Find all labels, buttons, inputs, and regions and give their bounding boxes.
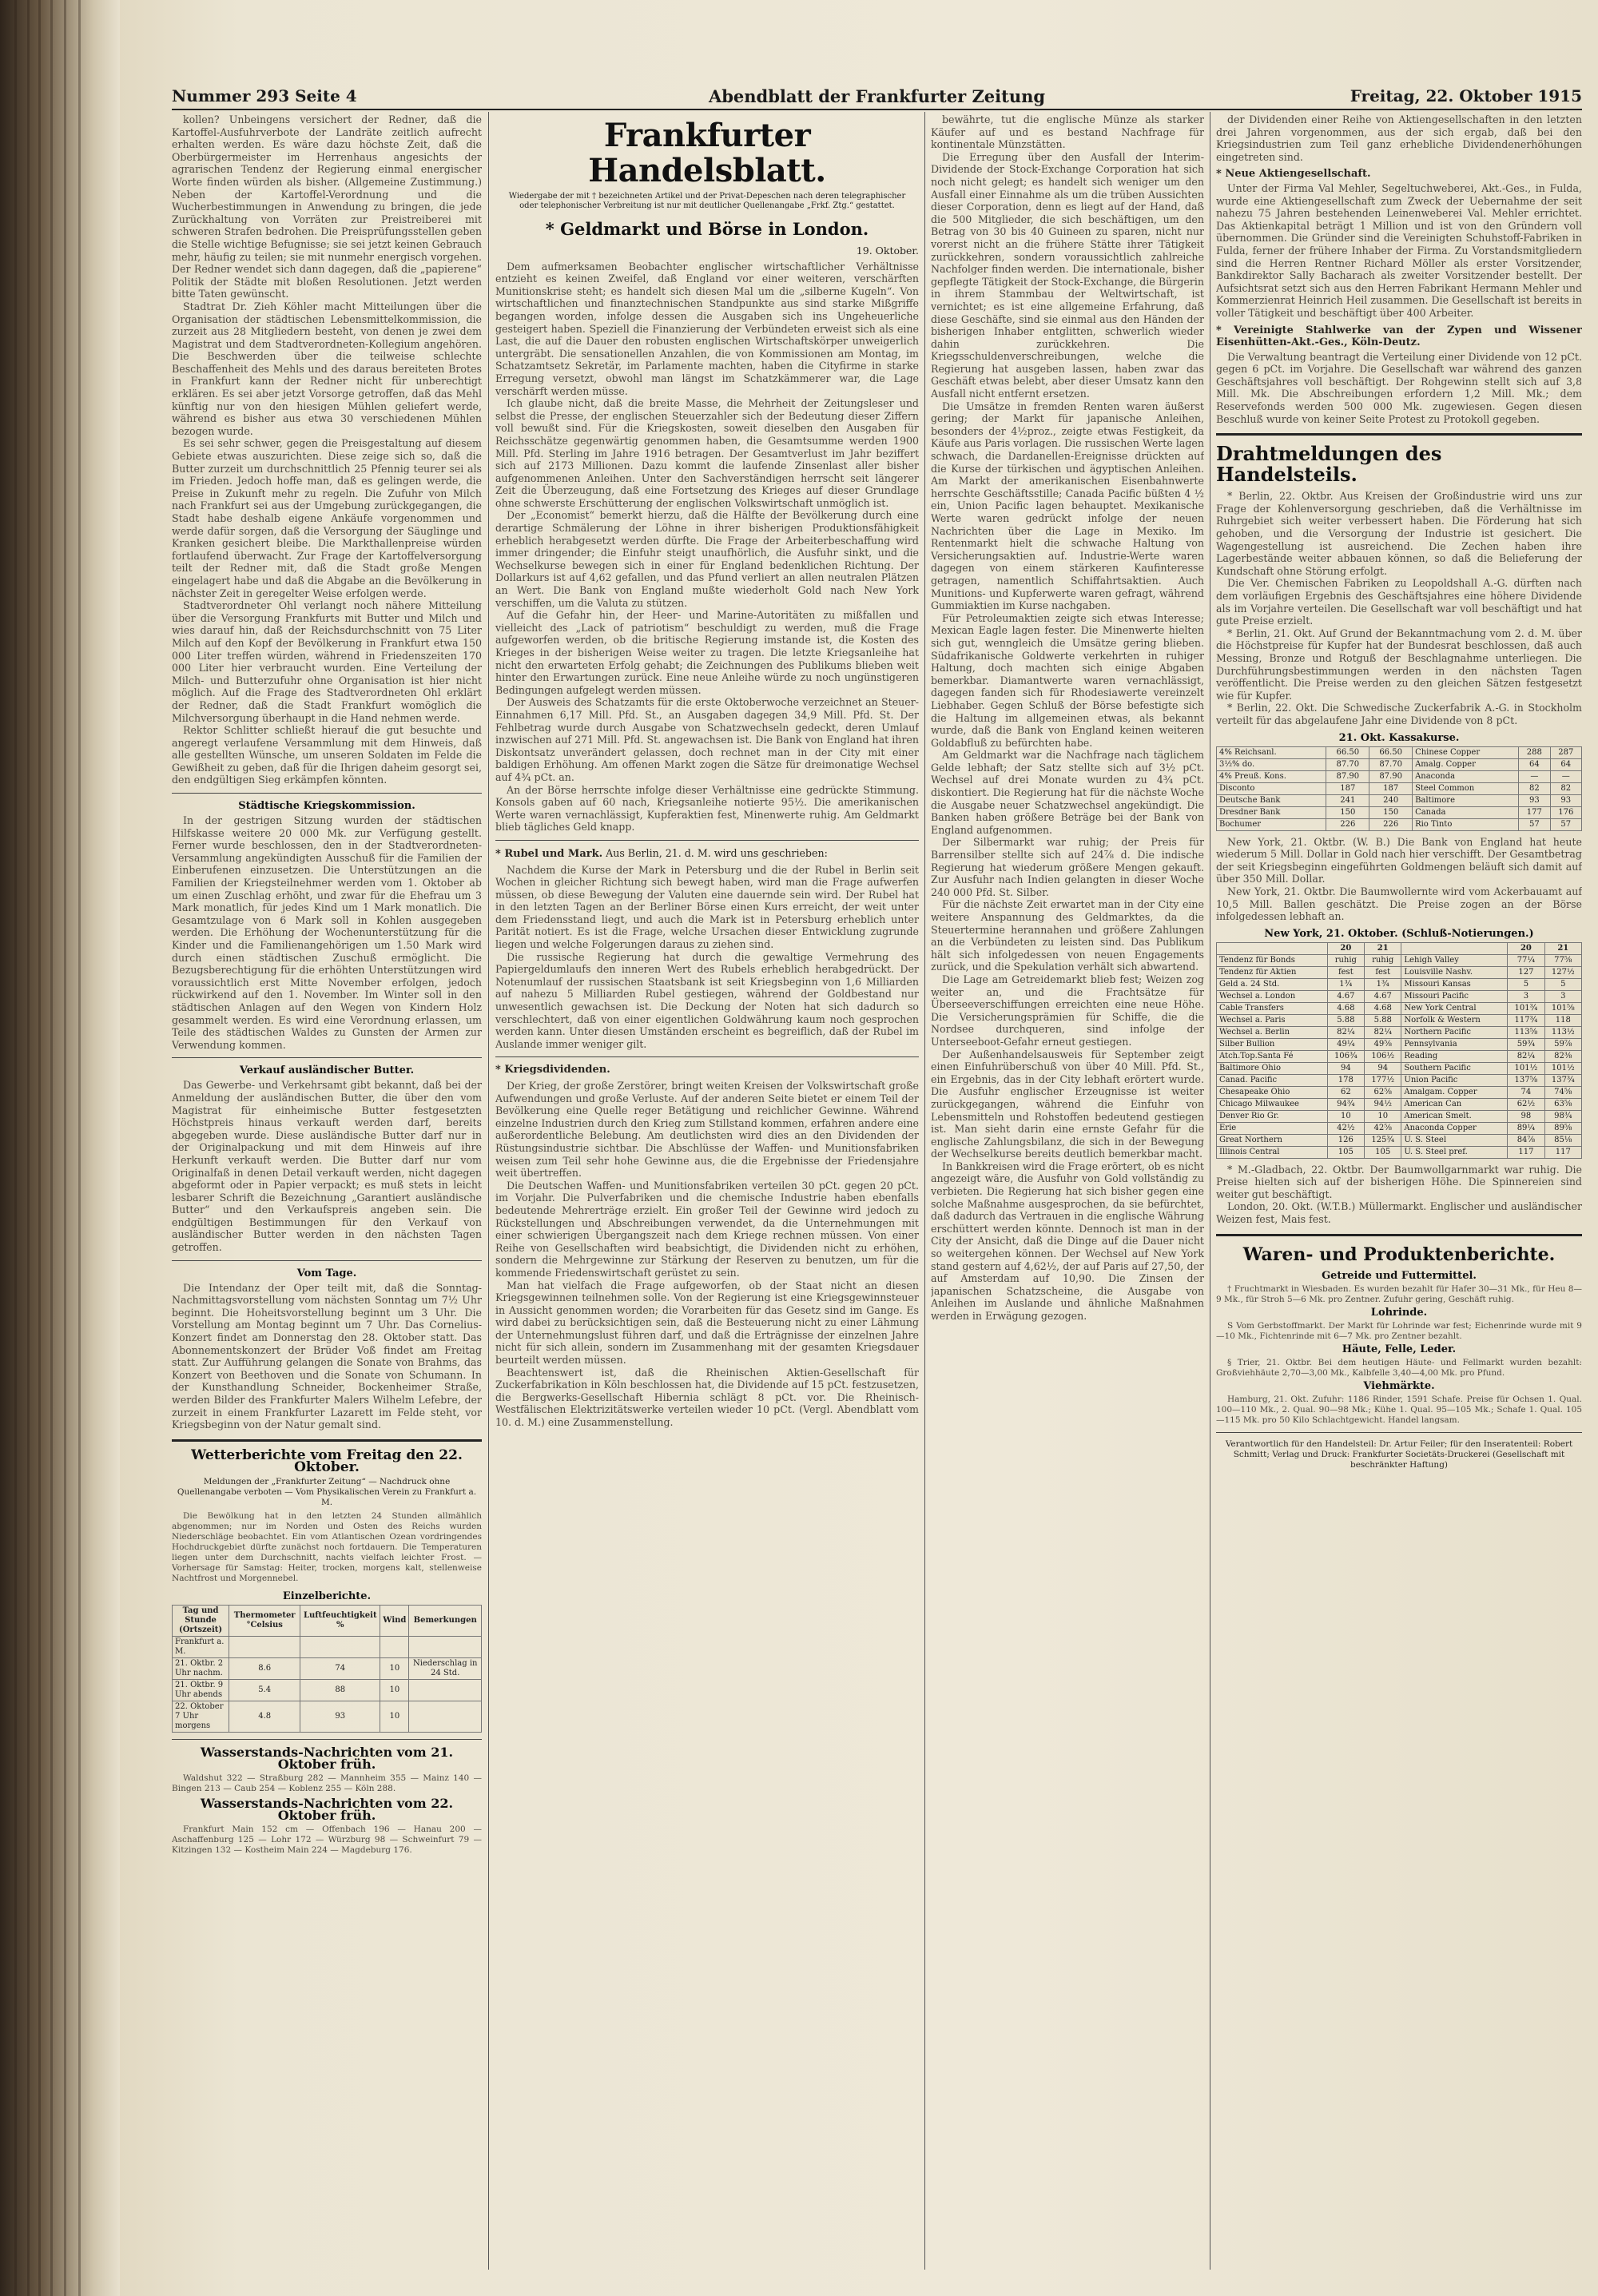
separator (172, 793, 482, 794)
table-row: Chesapeake Ohio 62 62⅝ Amalgam. Copper 74 74⅝ (1217, 1086, 1582, 1098)
drahtmeldungen-title: Drahtmeldungen des Handelsteils. (1216, 442, 1442, 487)
separator (495, 1056, 919, 1057)
spine-fold (14, 0, 17, 2296)
table-row: 4% Reichsanl. 66.50 66.50 Chinese Copper 288 287 (1217, 746, 1582, 758)
table-row: Wechsel a. Paris 5.88 5.88 Norfolk & Western 117¾ 118 (1217, 1014, 1582, 1026)
table-cell (300, 1636, 380, 1657)
section-heading: Verkauf ausländischer Butter. (239, 1064, 415, 1077)
section-title: * Neue Aktiengesellschaft. (1216, 168, 1371, 181)
column-4-text: § Trier, 21. Oktbr. Bei dem heutigen Häute- und Fellmarkt wurden bezahlt: Großviehhäute 2,70—3,00 Mk., Kalbfelle 3,40—4,00 Mk. pro Pfund. (1216, 1357, 1582, 1378)
table-cell: 10 (380, 1679, 409, 1701)
table-cell (409, 1636, 482, 1657)
table-row: 4% Preuß. Kons. 87.90 87.90 Anaconda — — (1217, 770, 1582, 782)
section-heading: Städtische Kriegskommission. (238, 800, 415, 813)
column-4-text: * M.-Gladbach, 22. Oktbr. Der Baumwollgarnmarkt war ruhig. Die Preise hielten sich auf der bisherigen Höhe. Die Spinnereien sind weiter gut beschäftigt. London, 20. Okt. (W.T.B.) Müllermarkt. Englischer und ausländischer Weizen fest, Mais fest. (1216, 1163, 1582, 1226)
column-3-text: bewährte, tut die englische Münze als starker Käufer auf und es bestand Nachfrage für kontinentale Münzstätten. Die Erregung über den Ausfall der Interim-Dividende der Stock-Exchange Corporation hat sich noch nicht gelegt; es handelt sich weniger um den Ausfall einer Einnahme als um die trüben Aussichten dieser Corporation, denn es liegt auf der Hand, daß die 500 Mitglieder, die sich beschäftigen, um den Betrag von 30 bis 40 Guineen zu sparen, nicht nur vorerst nicht an die frühere Stätte ihrer Tätigkeit zurückkehren, sondern voraussichtlich zahlreiche Nachfolger finden werden. Die internationale, bisher gepflegte Tätigkeit der Stock-Exchange, die Bürgerin in ihrem Stammbau der Weltwirtschaft, ist vernichtet; es ist eine allgemeine Erfahrung, daß diese Geschäfte, sind sie einmal aus den Händen der bisherigen Inhaber entglitten, schwerlich wieder dahin zurückkehren. Die Kriegsschuldenverschreibungen, welche die Regierung hat ausgeben lassen, haben zwar das Geschäft etwas belebt, aber dieser Umsatz kann den Ausfall nicht entfernt ersetzen. Die Umsätze in fremden Renten waren äußerst gering; der Markt für japanische Anleihen, besonders der 4½proz., zeigte etwas Festigkeit, da Käufe aus Paris vorlagen. Die russischen Werte lagen schwach, die Dardanellen-Ereignisse drückten auf die Kurse der türkischen und ägyptischen Anleihen. Am Markt der amerikanischen Eisenbahnwerte herrschte Geschäftsstille; Canada Pacific büßten 4 ½ ein, Union Pacific lagen behauptet. Mexikanische Werte waren gedrückt infolge der neuen Nachrichten über die Lage in Mexiko. Im Rentenmarkt hielt die schwache Haltung von Versicherungsaktien auf. Industrie-Werte waren dagegen von einem stärkeren Kaufinteresse getragen, namentlich Schiffahrtsaktien. Auch Munitions- und Kupferwerte waren gefragt, während Gummiaktien im Kurse nachgaben. Für Petroleumaktien zeigte sich etwas Interesse; Mexican Eagle lagen fester. Die Minenwerte hielten sich gut, wenngleich die Umsätze gering blieben. Südafrikanische Goldwerte verkehrten in ruhiger Haltung, doch machten sich einige Abgaben bemerkbar. Diamantwerte waren vernachlässigt, dagegen fanden sich für Rhodesiawerte vereinzelt Liebhaber. Gegen Schluß der Börse befestigte sich die Haltung im allgemeinen etwas, als bekannt wurde, daß die Bank von England keinen weiteren Goldabfluß zu befürchten habe. Am Geldmarkt war die Nachfrage nach täglichem Gelde lebhaft; der Satz stellte sich auf 3½ pCt. Wechsel auf drei Monate wurden zu 4¾ pCt. diskontiert. Die Regierung hat für die nächste Woche die Ausgabe neuer Schatzwechsel angekündigt. Die Banken haben größere Beträge bei der Bank von England aufgenommen. Der Silbermarkt war ruhig; der Preis für Barrensilber stellte sich auf 24⅞ d. Die indische Regierung hat wiederum größere Mengen gekauft. Zur Ausfuhr nach Indien gelangten in dieser Woche 240 000 Pfd. St. Silber. Für die nächste Zeit erwartet man in der City eine weitere Anspannung des Geldmarktes, da die Steuertermine herannahen und größere Zahlungen an die Verbündeten zu leisten sind. Das Publikum hält sich infolgedessen von neuen Engagements zurück, und die Spekulation verhält sich abwartend. Die Lage am Getreidemarkt blieb fest; Weizen zog weiter an, und die Frachtsätze für Überseeverschiffungen erreichten eine neue Höhe. Die Versicherungsprämien für Schiffe, die die Nordsee durchqueren, sind infolge der Unterseeboot-Gefahr erneut gestiegen. Der Außenhandelsausweis für September zeigt einen Einfuhrüberschuß von über 40 Mill. Pfd. St., ein Ergebnis, das in der City lebhaft erörtert wurde. Die Ausfuhr englischer Erzeugnisse ist weiter zurückgegangen, während die Einfuhr von Lebensmitteln und Rohstoffen bedeutend gestiegen ist. Man sieht darin eine ernste Gefahr für die englische Zahlungsbilanz, die sich in der Bewegung der Wechselkurse bereits deutlich bemerkbar macht. In Bankkreisen wird die Frage erörtert, ob es nicht angezeigt wäre, die Ausfuhr von Gold vollständig zu verbieten. Die Regierung hat sich bisher gegen eine solche Maßnahme ausgesprochen, da sie befürchtet, daß dadurch das Vertrauen in die englische Währung erschüttert werden könnte. Dennoch ist man in der City der Ansicht, daß die Dinge auf die Dauer nicht so weitergehen können. Der Wechsel auf New York stand gestern auf 4,62½, der auf Paris auf 27,50, der auf Amsterdam auf 10,90. Die Zinsen der japanischen Schatzscheine, die Ausgabe von Anleihen im Auslande und ähnliche Maßnahmen werden in Erwägung gezogen. (931, 113, 1204, 1322)
separator (1216, 1234, 1582, 1236)
table-cell: 21. Oktbr. 2 Uhr nachm. (173, 1657, 229, 1679)
column-1-text: Die Intendanz der Oper teilt mit, daß die Sonntag-Nachmittagsvorstellung vom nächsten Sonntag um 7½ Uhr beginnt. Die Hoheitsvorstellung beginnt um 3 Uhr. Die Vorstellung am Montag beginnt um 7 Uhr. Das Cornelius-Konzert findet am Donnerstag den 28. Oktober statt. Das Abonnementskonzert der Brüder Voß findet am Freitag statt. Zur Aufführung gelangen die Sonate von Brahms, das Konzert von Beethoven und die Sonate von Schumann. In der Kunsthandlung Schneider, Bockenheimer Straße, werden Bilder des Frankfurter Malers Wilhelm Lefebre, der zurzeit in einem Frankfurter Lazarett im Felde steht, vor Kriegsbeginn von der Natur gemalt sind. (172, 1281, 482, 1431)
table-row (173, 1701, 482, 1732)
haeute-title: Häute, Felle, Leder. (1342, 1343, 1457, 1355)
kassakurse-table (1216, 746, 1582, 831)
column-1-text: Das Gewerbe- und Verkehrsamt gibt bekannt, daß bei der Anmeldung der ausländischen Butter, die über den vom Magistrat für einheimische Butter festgesetzten Höchstpreis hinaus verkauft werden darf, bereits abgegeben wurde. Diese ausländische Butter darf nur in der Originalpackung und mit dem Hinweis auf ihre Herkunft verkauft werden. Die Butter darf nur vom Originalfaß in denen Detail verkauft werden, nicht dagegen abgeformt oder in Papier verpackt; es muß stets in leicht lesbarer Schrift die Bezeichnung „Garantiert ausländische Butter“ und den Verkaufspreis angeben sein. Die endgültigen Bestimmungen für den Verkauf von ausländischer Butter werden in den nächsten Tagen getroffen. (172, 1079, 482, 1254)
table-row: Disconto 187 187 Steel Common 82 82 (1217, 782, 1582, 794)
table-header-row (173, 1605, 482, 1636)
table-cell: 88 (300, 1679, 380, 1701)
ny-title: New York, 21. Oktober. (Schluß-Notierungen.) (1264, 927, 1534, 940)
table-cell: 5.4 (229, 1679, 300, 1701)
column-4 (1216, 113, 1582, 2271)
water-title-1: Wasserstands-Nachrichten vom 21. Oktober früh. (200, 1744, 454, 1772)
table-row: Great Northern 126 125¾ U. S. Steel 84⅞ 85⅛ (1217, 1134, 1582, 1146)
table-header: Thermometer °Celsius (229, 1605, 300, 1636)
column-2-text: Nachdem die Kurse der Mark in Petersburg und die der Rubel in Berlin seit Wochen in gleicher Richtung sich bewegt haben, wird man die Frage aufwerfen müssen, ob diese Bewegung der Valuten eine dauernde sein wird. Der Rubel hat in den letzten Tagen an der Berliner Börse einen Kurs erreicht, der weit unter dem Friedensstand liegt, und auch die Mark ist in Petersburg erheblich unter Parität notiert. Es ist die Frage, welche Ursachen dieser Entwicklung zugrunde liegen und welche Folgerungen daraus zu ziehen sind. Die russische Regierung hat durch die gewaltige Vermehrung des Papiergeldumlaufs den inneren Wert des Rubels erheblich herabgedrückt. Der Notenumlauf der russischen Staatsbank ist seit Kriegsbeginn von 1,6 Milliarden auf nahezu 5 Milliarden Rubel gestiegen, während der Goldbestand nur unwesentlich gewachsen ist. Die Deckung der Noten hat sich dadurch so verschlechtert, daß von einer eigentlichen Goldwährung kaum noch gesprochen werden kann. Unter diesen Umständen erscheint es begreiflich, daß der Rubel im Auslande immer weniger gilt. (495, 863, 919, 1050)
header-rule (172, 109, 1582, 110)
column-1-text: In der gestrigen Sitzung wurden der städtischen Hilfskasse weitere 20 000 Mk. zur Verfügung gestellt. Ferner wurde beschlossen, den in der Stadtverordneten-Versammlung angekündigten Ausschuß für die Familien der Einberufenen einzusetzen. Die Unterstützungen an die Familien der Kriegsteilnehmer werden vom 1. Oktober ab um einen Zuschlag erhöht, und zwar für die Ehefrau um 3 Mark monatlich, für jedes Kind um 1 Mark monatlich. Die Gesamtzulage von 6 Mark soll in Kohlen ausgegeben werden. Die Erhöhung der Wochenunterstützung für die Kinder und die Familienangehörigen um 1.50 Mark wird durch einen städtischen Zuschuß ermöglicht. Die Bezugsberechtigung für die erhöhten Unterstützungen wird voraussichtlich erst Mitte November erfolgen, jedoch rückwirkend auf den 1. November. Im Winter soll in den städtischen Anlagen auf den Wegen von Kindern Holz gesammelt werden. Es wird eine Verordnung erlassen, um Teile des städtischen Waldes zu Gunsten der Armen zur Verwendung kommen. (172, 814, 482, 1051)
table-row: Dresdner Bank 150 150 Canada 177 176 (1217, 806, 1582, 818)
separator (172, 1057, 482, 1058)
spine-fold (27, 0, 30, 2296)
column-1-text: kollen? Unbeingens versichert der Redner, daß die Kartoffel-Ausfuhrverbote der Landräte zeitlich aufrecht erhalten werden. Es wäre dazu höchste Zeit, daß die Oberbürgermeister im Herrenhaus angesichts der agrarischen Tendenz der Regierung einmal energischer Worte finden würden als bisher. (Allgemeine Zustimmung.) Neben der Kartoffel-Verordnung und die Wucherbestimmungen in Anwendung zu bringen, die jede Zurückhaltung von Vorräten zur Preistreiberei mit schweren Strafen bedrohen. Die Preisprüfungsstellen geben die Stelle wichtige Befugnisse; sie sei jetzt keinen Gebrauch mehr, häufig zu teilen; sie mit nunmehr energisch vorgehen. Der Redner wendet sich dann dagegen, daß die „papierene“ Politik der Städte mit bloßen Resolutionen. Jetzt werden bitte Taten gewünscht. Stadtrat Dr. Zieh Köhler macht Mitteilungen über die Organisation der städtischen Lebensmittelkommission, die zurzeit aus 28 Mitgliedern besteht, von denen je zwei dem Magistrat und dem Stadtverordneten-Kollegium angehören. Die Beschwerden über die teilweise schlechte Beschaffenheit des Mehls und des daraus bereiteten Brotes in Frankfurt kann der Redner nicht für unberechtigt erklären. Es sei aber jetzt Vorsorge getroffen, daß das Mehl künftig nur von den hiesigen Mühlen geliefert werde, während es bisher aus etwa 30 verschiedenen Mühlen bezogen wurde. Es sei sehr schwer, gegen die Preisgestaltung auf diesem Gebiete etwas auszurichten. Diese zeige sich so, daß die Butter zurzeit um durchschnittlich 25 Pfennig teurer sei als im Frieden. Jedoch hoffe man, daß es gelingen werde, die Preise in Zukunft mehr zu regeln. Die Zufuhr von Milch nach Frankfurt sei aus der Umgebung zurückgegangen, die Stadt habe deshalb eigene Ankäufe vorgenommen und werde dafür sorgen, daß die Versorgung der Säuglinge und Kranken gesichert bleibe. Die Markthallenpreise würden fortlaufend überwacht. Zur Frage der Kartoffelversorgung teilt der Redner mit, daß die Stadt große Mengen eingelagert habe und daß die Abgabe an die Bevölkerung in nächster Zeit in geregelter Weise erfolgen werde. Stadtverordneter Ohl verlangt noch nähere Mitteilung über die Versorgung Frankfurts mit Butter und Milch und wies darauf hin, daß der Reichsdurchschnitt von 75 Liter Milch auf den Kopf der Bevölkerung in Frankfurt etwa 150 000 Liter treffen würden, während in Friedenszeiten 170 000 Liter hier verbraucht wurden. Eine Verteilung der Milch- und Butterzufuhr ohne Organisation ist hier nicht möglich. Auf die Frage des Stadtverordneten Ohl erklärt der Redner, daß die Stadt Frankfurt womöglich die Milchversorgung überhaupt in die Hand nehmen werde. Rektor Schlitter schließt hierauf die gut besuchte und angeregt verlaufene Versammlung mit dem Hinweis, daß alle gestellten Wünsche, um unseren Soldaten im Felde die Gewißheit zu geben, daß für die Ihrigen daheim gesorgt sei, den endgültigen Sieg erkämpfen könnten. (172, 113, 482, 786)
waren-title: Waren- und Produktenberichte. (1242, 1244, 1556, 1265)
table-cell: 22. Oktober 7 Uhr morgens (173, 1701, 229, 1732)
table-header-row (1217, 942, 1582, 954)
table-header (1217, 942, 1328, 954)
water-text-1: Waldshut 322 — Straßburg 282 — Mannheim 355 — Mainz 140 — Bingen 213 — Caub 254 — Koblenz 255 — Köln 288. (172, 1773, 482, 1793)
table-cell: Frankfurt a. M. (173, 1636, 229, 1657)
separator (172, 1260, 482, 1261)
section-title: * Vereinigte Stahlwerke van der Zypen und Wissener Eisenhütten-Akt.-Ges., Köln-Deutz. (1216, 324, 1582, 349)
masthead: Frankfurter Handelsblatt. (588, 117, 826, 189)
column-4-text: Unter der Firma Val Mehler, Segeltuchweberei, Akt.-Ges., in Fulda, wurde eine Aktiengesellschaft zum Zweck der Uebernahme der seit nahezu 75 Jahren bestehenden Leinenweberei Val. Mehler errichtet. Das Aktienkapital beträgt 1 Million und ist von den Gründern voll übernommen. Die Gründer sind die Vereinigten Schuhstoff-Fabriken in Fulda, ferner der frühere Inhaber der Firma. Zu Vorstandsmitgliedern sind die Herren Rentner Richard Möller als erster Vorsitzender, Bankdirektor Sally Bacharach als zweiter Vorsitzender bestellt. Der Aufsichtsrat setzt sich aus den Herren Fabrikant Hermann Mehler und Kommerzienrat Heinrich Heil zusammen. Die Gesellschaft ist bereits in voller Tätigkeit und beschäftigt über 400 Arbeiter. (1216, 181, 1582, 319)
spine-fold (78, 0, 81, 2296)
page-header (172, 86, 1582, 109)
table-row: Wechsel a. Berlin 82¼ 82¼ Northern Pacific 113⅝ 113½ (1217, 1026, 1582, 1038)
section-heading: Vom Tage. (296, 1267, 357, 1279)
table-cell (409, 1679, 482, 1701)
masthead-note: Wiedergabe der mit † bezeichneten Artikel und der Privat-Depeschen nach deren telegraphischer oder telephonischer Verbreitung ist nur mit deutlicher Quellenangabe „Frkf. Ztg.“ gestattet. (508, 192, 906, 210)
column-divider (488, 112, 489, 2270)
section-title: * Geldmarkt und Börse in London. (545, 219, 869, 239)
column-2-text: Der Krieg, der große Zerstörer, bringt weiten Kreisen der Volkswirtschaft große Aufwendungen und große Verluste. Auf der anderen Seite bietet er einem Teil der Bevölkerung eine Quelle reger Betätigung und reichlicher Gewinne. Während einzelne Industrien durch den Krieg zum Stillstand kommen, erfahren andere eine außerordentliche Belebung. Am deutlichsten wird dies an den Dividenden der Rüstungsindustrie sichtbar. Die Abschlüsse der Waffen- und Munitionsfabriken weisen zum Teil sehr hohe Gewinne aus, die die Ergebnisse der Friedensjahre weit übertreffen. Die Deutschen Waffen- und Munitionsfabriken verteilen 30 pCt. gegen 20 pCt. im Vorjahr. Die Pulverfabriken und die chemische Industrie haben ebenfalls bedeutende Mehrerträge erzielt. Ein großer Teil der Gewinne wird jedoch zu Rückstellungen und Abschreibungen verwendet, da die Unternehmungen mit einer schwierigen Übergangszeit nach dem Kriege rechnen müssen. Von einer Reihe von Gesellschaften wird beabsichtigt, die Dividenden nicht zu erhöhen, sondern die Mehrgewinne zur Stärkung der Reserven zu benutzen, um für die kommende Friedenswirtschaft gerüstet zu sein. Man hat vielfach die Frage aufgeworfen, ob der Staat nicht an diesen Kriegsgewinnen teilnehmen solle. Von der Regierung ist eine Kriegsgewinnsteuer in Aussicht genommen worden; die Vorarbeiten für das Gesetz sind im Gange. Es wird dabei zu berücksichtigen sein, daß die Besteuerung nicht zu einer Lähmung der Unternehmungslust führen darf, und daß die Erträgnisse der einzelnen Jahre nicht für sich allein, sondern im Zusammenhang mit der gesamten Kriegsdauer beurteilt werden müssen. Beachtenswert ist, daß die Rheinischen Aktien-Gesellschaft für Zuckerfabrikation in Köln beschlossen hat, die Dividende auf 15 pCt. festzusetzen, die Bergwerks-Gesellschaft Hibernia schlägt 8 pCt. vor. Die Rheinisch-Westfälischen Elektrizitätswerke verteilen wieder 10 pCt. (Vergl. Abendblatt vom 10. d. M.) eine Zusammenstellung. (495, 1080, 919, 1429)
table-cell: 93 (300, 1701, 380, 1732)
table-row: Erie 42½ 42⅝ Anaconda Copper 89¼ 89⅝ (1217, 1122, 1582, 1134)
separator (1216, 1432, 1582, 1433)
column-4-text: Die Verwaltung beantragt die Verteilung einer Dividende von 12 pCt. gegen 6 pCt. im Vorjahre. Die Gesellschaft war während des ganzen Geschäftsjahres voll beschäftigt. Der Rohgewinn stellt sich auf 3,8 Mill. Mk. Die Abschreibungen erfordern 1,2 Mill. Mk.; dem Reservefonds werden 500 000 Mk. zugewiesen. Gegen diesen Beschluß wurde von keiner Seite Protest zu Protokoll gegeben. (1216, 350, 1582, 425)
section-title: * Rubel und Mark. (495, 847, 603, 860)
spine-fold (50, 0, 53, 2296)
single-reports-title: Einzelberichte. (282, 1590, 372, 1602)
table-row: Atch.Top.Santa Fé 106¾ 106½ Reading 82¼ 82⅜ (1217, 1050, 1582, 1062)
table-row: Tendenz für Aktien fest fest Louisville Nashv. 127 127½ (1217, 966, 1582, 978)
table-cell (229, 1636, 300, 1657)
section-lead: Aus Berlin, 21. d. M. wird uns geschrieben: (606, 846, 828, 859)
table-header: Luftfeuchtigkeit % (300, 1605, 380, 1636)
column-3 (931, 113, 1204, 2271)
table-header: Wind (380, 1605, 409, 1636)
page-number: Nummer 293 Seite 4 (172, 86, 357, 105)
column-2 (495, 113, 919, 2271)
table-cell (380, 1636, 409, 1657)
getreide-title: Getreide und Futtermittel. (1322, 1269, 1477, 1282)
table-header: Bemerkungen (409, 1605, 482, 1636)
table-row: Baltimore Ohio 94 94 Southern Pacific 101½ 101½ (1217, 1062, 1582, 1074)
kassakurse-label: Kassakurse. (1389, 731, 1460, 744)
weather-table (172, 1605, 482, 1733)
separator (495, 840, 919, 841)
separator (172, 1739, 482, 1740)
column-4-text: New York, 21. Oktbr. (W. B.) Die Bank von England hat heute wiederum 5 Mill. Dollar in Gold nach hier verschifft. Der Gesamtbetrag der seit Kriegsbeginn eingeführten Goldmengen beläuft sich damit auf über 350 Mill. Dollar. New York, 21. Oktbr. Die Baumwollernte wird vom Ackerbauamt auf 10,5 Mill. Ballen geschätzt. Die Preise zogen an der Börse infolgedessen lebhaft an. (1216, 835, 1582, 923)
table-cell: 10 (380, 1657, 409, 1679)
table-row: Tendenz für Bonds ruhig ruhig Lehigh Valley 77¼ 77⅝ (1217, 954, 1582, 966)
lohrinde-title: Lohrinde. (1370, 1306, 1428, 1319)
table-row: 3½% do. 87.70 87.70 Amalg. Copper 64 64 (1217, 758, 1582, 770)
table-cell: 8.6 (229, 1657, 300, 1679)
table-row: Illinois Central 105 105 U. S. Steel pref. 117 117 (1217, 1146, 1582, 1158)
weather-text: Die Bewölkung hat in den letzten 24 Stunden allmählich abgenommen; nur im Norden und Osten des Reichs wurden Niederschläge beobachtet. Ein vom Atlantischen Ozean vordringendes Hochdruckgebiet dürfte zunächst noch fortdauern. Die Temperaturen liegen unter dem Durchschnitt, nachts vielfach leichter Frost. — Vorhersage für Samstag: Heiter, trocken, morgens kalt, stellenweise Nachtfrost und Morgennebel. (172, 1510, 482, 1583)
table-header (1401, 942, 1508, 954)
kassakurse-title (1216, 732, 1582, 745)
table-cell: 74 (300, 1657, 380, 1679)
table-row (173, 1679, 482, 1701)
column-2-text: Dem aufmerksamen Beobachter englischer wirtschaftlicher Verhältnisse entzieht es keinen Zweifel, daß England vor einer weiteren, verschärften Munitionskrise steht; es handelt sich diesen Mal um die „silberne Kugeln“. Von wirtschaftlichen und finanztechnischen Standpunkte aus sind starke Mißgriffe begangen worden, infolge dessen die Ausgaben sich ins Ungeheuerliche gesteigert haben. Speziell die Finanzierung der Verbündeten erweist sich als eine Last, die auf die Dauer den robusten englischen Wirtschaftskörper unweigerlich untergräbt. Die sensationellen Anzahlen, die von Kommissionen am Montag, im Schatzamtsetz Sekretär, im Parlamente machten, haben die Cityfirme in starke Erregung versetzt, obwohl man längst im Schatzkämmerer war, die Lage verschärft werden müsse. Ich glaube nicht, daß die breite Masse, die Mehrheit der Zeitungsleser und selbst die Presse, der englischen Steuerzahler sich der Bedeutung dieser Ziffern voll bewußt sind. Für die Kriegskosten, soweit dieselben den Ausgaben für Reichsschätze gegenwärtig genommen haben, die Gesamtsumme werden 1900 Mill. Pfd. Sterling im Jahre 1916 betragen. Der Gesamtverlust im Jahr beziffert sich auf 2173 Millionen. Dazu kommt die laufende Zinsenlast aller bisher aufgenommenen Anleihen. Unter den Sachverständigen herrscht seit längerer Zeit die Überzeugung, daß eine Fortsetzung des Krieges auf dieser Grundlage ohne schwerste Erschütterung der englischen Volkswirtschaft unmöglich ist. Der „Economist“ bemerkt hierzu, daß die Hälfte der Bevölkerung durch eine derartige Schmälerung der Löhne in ihrer bisherigen Produktionsfähigkeit erheblich herabgesetzt werden dürfte. Die Frage der Arbeiterbeschaffung wird immer dringender; die Einfuhr steigt unaufhörlich, die Ausfuhr sinkt, und die Wechselkurse bewegen sich in einer für England bedenklichen Richtung. Der Dollarkurs ist auf 4,62 gefallen, und das Pfund verliert an allen neutralen Plätzen an Wert. Die Bank von England mußte wiederholt Gold nach New York verschiffen, um die Valuta zu stützen. Auf die Gefahr hin, der Heer- und Marine-Autoritäten zu mißfallen und vielleicht des „Lack of patriotism“ beschuldigt zu werden, muß die Frage aufgeworfen werden, ob die britische Regierung imstande ist, die Kosten des Krieges in der bisherigen Weise weiter zu tragen. Die letzte Kriegsanleihe hat nicht den erwarteten Erfolg gehabt; die Zeichnungen des Publikums blieben weit hinter den Erwartungen zurück. Eine neue Anleihe würde zu noch ungünstigeren Bedingungen aufgelegt werden müssen. Der Ausweis des Schatzamts für die erste Oktoberwoche verzeichnet an Steuer-Einnahmen 6,17 Mill. Pfd. St., an Ausgaben dagegen 34,9 Mill. Pfd. St. Der Fehlbetrag wurde durch Ausgabe von Schatzwechseln gedeckt, deren Umlauf inzwischen auf 271 Mill. Pfd. St. angewachsen ist. Die Bank von England hat ihren Diskontsatz unverändert gelassen, doch rechnet man in der City mit einer baldigen Erhöhung. Am offenen Markt zogen die Sätze für dreimonatige Wechsel auf 4¾ pCt. an. An der Börse herrschte infolge dieser Verhältnisse eine gedrückte Stimmung. Konsols gaben auf 60 nach, Kriegsanleihe notierte 95½. Die amerikanischen Werte waren vernachlässigt, Kupferaktien fest, Minenwerte ruhig. Am Geldmarkt blieb tägliches Geld knapp. (495, 260, 919, 834)
table-cell (409, 1701, 482, 1732)
column-divider (924, 112, 925, 2270)
separator (1216, 433, 1582, 436)
column-4-text: S Vom Gerbstoffmarkt. Der Markt für Lohrinde war fest; Eichenrinde wurde mit 9—10 Mk., Fichtenrinde mit 6—7 Mk. pro Zentner bezahlt. (1216, 1320, 1582, 1341)
rubel-lead (495, 847, 919, 861)
table-header: 20 (1508, 942, 1544, 954)
table-row: Chicago Milwaukee 94¾ 94½ American Can 62½ 63⅝ (1217, 1098, 1582, 1110)
column-4-text: * Berlin, 22. Oktbr. Aus Kreisen der Großindustrie wird uns zur Frage der Kohlenversorgung geschrieben, daß die Verhältnisse im Ruhrgebiet sich weiter verbessert haben. Die Förderung hat sich gehoben, und die Versorgung der Industrie ist gesichert. Die Wagengestellung ist ausreichend. Die Zechen haben ihre Lagerbestände weiter abbauen können, so daß die Belieferung der Kundschaft ohne Störung erfolgt. Die Ver. Chemischen Fabriken zu Leopoldshall A.-G. dürften nach dem vorläufigen Ergebnis des Geschäftsjahres eine höhere Dividende als im Vorjahre verteilen. Die Gesellschaft war voll beschäftigt und hat gute Preise erzielt. * Berlin, 21. Okt. Auf Grund der Bekanntmachung vom 2. d. M. über die Höchstpreise für Kupfer hat der Bundesrat beschlossen, daß auch Messing, Bronze und Rotguß der Beschlagnahme unterliegen. Die Durchführungsbestimmungen werden in den nächsten Tagen veröffentlicht. Die Preise werden zu den gleichen Sätzen festgesetzt wie für Kupfer. * Berlin, 22. Okt. Die Schwedische Zuckerfabrik A.-G. in Stockholm verteilt für das abgelaufene Jahr eine Dividende von 8 pCt. (1216, 490, 1582, 726)
table-header: 21 (1544, 942, 1581, 954)
table-row: Wechsel a. London 4.67 4.67 Missouri Pacific 3 3 (1217, 990, 1582, 1002)
water-text-2: Frankfurt Main 152 cm — Offenbach 196 — Hanau 200 — Aschaffenburg 125 — Lohr 172 — Würzburg 98 — Schweinfurt 79 — Kitzingen 132 — Kostheim Main 224 — Magdeburg 176. (172, 1824, 482, 1855)
table-row: Bochumer 226 226 Rio Tinto 57 57 (1217, 818, 1582, 830)
kassakurse-date: 21. Okt. (1338, 731, 1385, 744)
table-header: 20 (1327, 942, 1364, 954)
column-4-text: der Dividenden einer Reihe von Aktiengesellschaften in den letzten drei Jahren vorgenommen, aus der sich ergab, daß bei den Kriegsindustrien zum Teil ganz erhebliche Dividendenerhöhungen eingetreten sind. (1216, 113, 1582, 163)
book-spine (0, 0, 120, 2296)
column-4-text: † Fruchtmarkt in Wiesbaden. Es wurden bezahlt für Hafer 30—31 Mk., für Heu 8—9 Mk., für Stroh 5—6 Mk. pro Zentner. Zufuhr gering, Geschäft ruhig. (1216, 1283, 1582, 1304)
section-title: * Kriegsdividenden. (495, 1064, 610, 1076)
table-cell: Niederschlag in 24 Std. (409, 1657, 482, 1679)
column-1 (172, 113, 482, 2271)
spine-fold (38, 0, 41, 2296)
table-header: Tag und Stunde (Ortszeit) (173, 1605, 229, 1636)
table-cell: 4.8 (229, 1701, 300, 1732)
newspaper-title: Abendblatt der Frankfurter Zeitung (708, 86, 1046, 106)
table-row (173, 1657, 482, 1679)
separator (172, 1439, 482, 1442)
table-row: Geld a. 24 Std. 1¾ 1¾ Missouri Kansas 5 5 (1217, 978, 1582, 990)
table-row: Deutsche Bank 241 240 Baltimore 93 93 (1217, 794, 1582, 806)
issue-date: Freitag, 22. Oktober 1915 (1350, 86, 1582, 105)
weather-subtitle: Meldungen der „Frankfurter Zeitung“ — Nachdruck ohne Quellenangabe verboten — Vom Physikalischen Verein zu Frankfurt a. M. (177, 1476, 477, 1507)
table-header: 21 (1365, 942, 1401, 954)
spine-fold (64, 0, 66, 2296)
ny-quotes-table (1216, 942, 1582, 1159)
table-cell: 21. Oktbr. 9 Uhr abends (173, 1679, 229, 1701)
table-row (173, 1636, 482, 1657)
table-row: Denver Rio Gr. 10 10 American Smelt. 98 98¾ (1217, 1110, 1582, 1122)
table-cell: 10 (380, 1701, 409, 1732)
table-row: Canad. Pacific 178 177½ Union Pacific 137⅝ 137¾ (1217, 1074, 1582, 1086)
dateline: 19. Oktober. (856, 245, 919, 257)
newspaper-sheet (120, 0, 1598, 2296)
table-row: Silber Bullion 49¼ 49⅝ Pennsylvania 59¾ 59⅞ (1217, 1038, 1582, 1050)
publisher-note: Verantwortlich für den Handelsteil: Dr. Artur Feiler; für den Inseratenteil: Robert Schmitt; Verlag und Druck: Frankfurter Societäts-Druckerei (Gesellschaft mit beschränkter Haftung) (1225, 1438, 1573, 1470)
column-4-text: Hamburg, 21. Okt. Zufuhr: 1186 Rinder, 1591 Schafe. Preise für Ochsen 1. Qual. 100—110 Mk., 2. Qual. 90—98 Mk.; Kühe 1. Qual. 95—105 Mk.; Schafe 1. Qual. 105—115 Mk. pro 50 Kilo Schlachtgewicht. Handel langsam. (1216, 1394, 1582, 1425)
water-title-2: Wasserstands-Nachrichten vom 22. Oktober früh. (200, 1795, 454, 1823)
table-row: Cable Transfers 4.68 4.68 New York Central 101¾ 101⅝ (1217, 1002, 1582, 1014)
vieh-title: Viehmärkte. (1363, 1379, 1435, 1392)
weather-title: Wetterberichte vom Freitag den 22. Oktober. (191, 1446, 463, 1475)
